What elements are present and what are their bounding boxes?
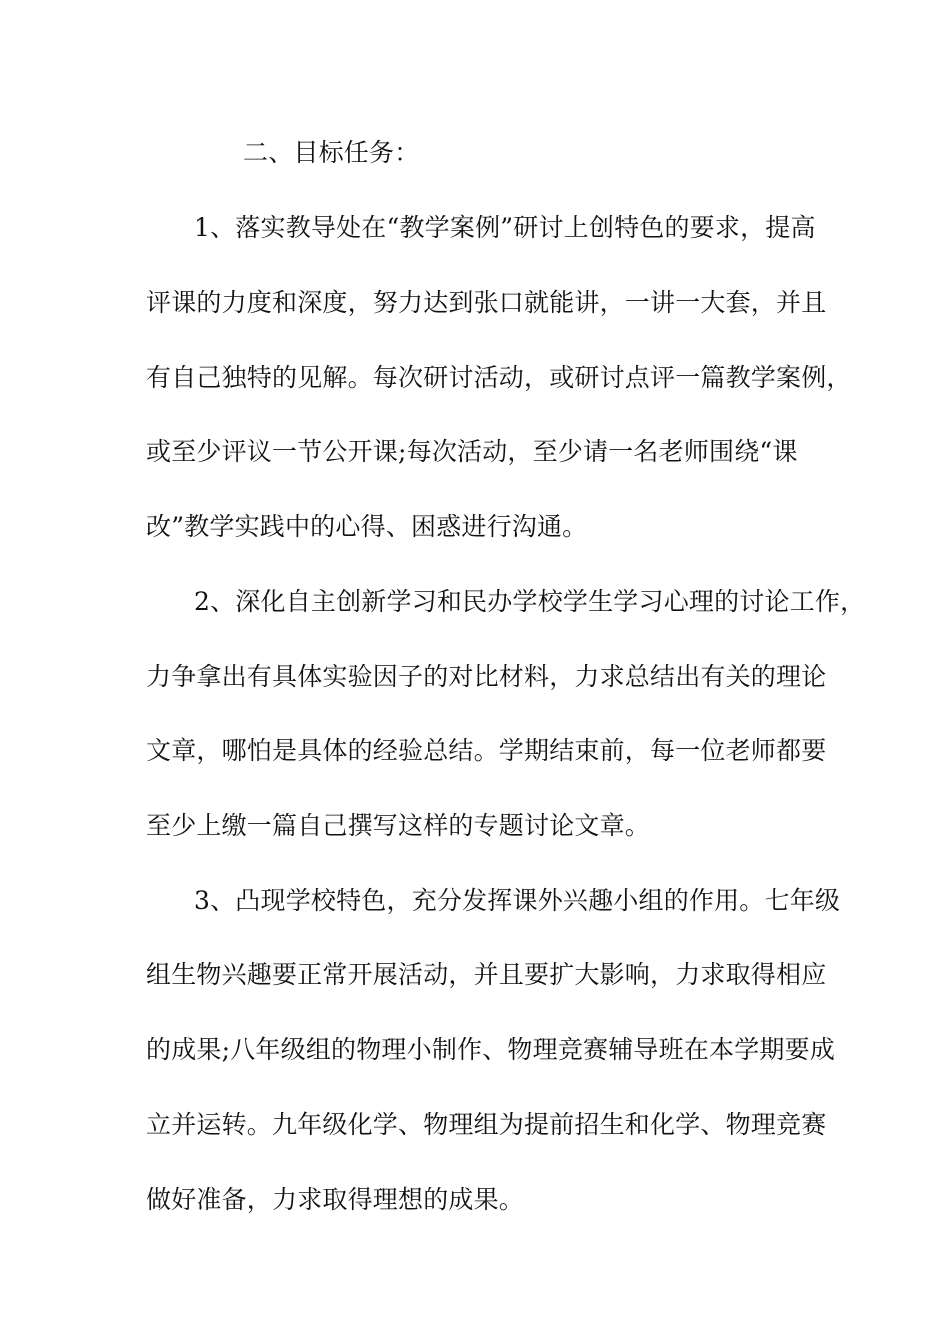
- paragraph-line: 3、凸现学校特色，充分发挥课外兴趣小组的作用。七年级: [194, 886, 841, 915]
- paragraph-line: 或至少评议一节公开课;每次活动，至少请一名老师围绕“课: [146, 437, 798, 466]
- paragraph-line: 力争拿出有具体实验因子的对比材料，力求总结出有关的理论: [146, 662, 827, 691]
- paragraph-line: 的成果;八年级组的物理小制作、物理竞赛辅导班在本学期要成: [146, 1035, 836, 1064]
- paragraph-line: 评课的力度和深度，努力达到张口就能讲，一讲一大套，并且: [146, 288, 827, 317]
- paragraph-line: 组生物兴趣要正常开展活动，并且要扩大影响，力求取得相应: [146, 960, 827, 989]
- paragraph-line: 文章，哪怕是具体的经验总结。学期结束前，每一位老师都要: [146, 736, 827, 765]
- paragraph-line: 有自己独特的见解。每次研讨活动，或研讨点评一篇教学案例，: [146, 363, 852, 392]
- paragraph-line: 2、深化自主创新学习和民办学校学生学习心理的讨论工作，: [194, 587, 866, 616]
- paragraph-line: 1、落实教导处在“教学案例”研讨上创特色的要求，提高: [194, 213, 816, 242]
- paragraph-line: 做好准备，力求取得理想的成果。: [146, 1185, 525, 1214]
- paragraph-line: 改”教学实践中的心得、困惑进行沟通。: [146, 512, 588, 541]
- section-heading: 二、目标任务：: [243, 138, 420, 167]
- paragraph-line: 立并运转。九年级化学、物理组为提前招生和化学、物理竞赛: [146, 1110, 827, 1139]
- paragraph-line: 至少上缴一篇自己撰写这样的专题讨论文章。: [146, 811, 651, 840]
